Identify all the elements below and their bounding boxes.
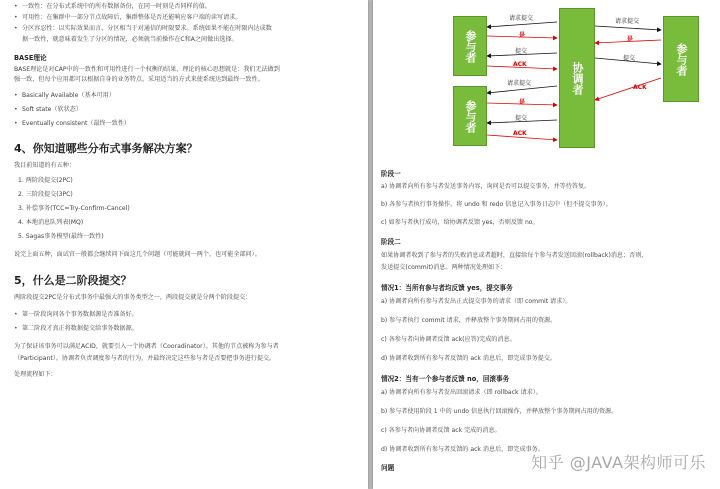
phase1-item: b) 各参与者执行事务操作，将 undo 和 redo 信息记入事务日志中（但不提交事务）。 <box>381 201 612 208</box>
two-phase-commit-diagram <box>447 8 705 148</box>
section5-heading: 5，什么是二阶段提交？ <box>14 274 132 287</box>
case1-item: a) 协调者向所有参与者发出正式提交事务的请求（即 commit 请求）。 <box>381 298 572 305</box>
base-bullet-1: • Basically Available（基本可用） <box>22 92 115 100</box>
case1-item: b) 参与者执行 commit 请求，并释放整个事务期间占用的资源。 <box>381 317 557 324</box>
label-ack: ACK <box>513 130 527 137</box>
arrow-request-upper-left <box>487 22 557 27</box>
section4-intro: 我目前知道的有五种： <box>14 162 75 169</box>
case2-item: b) 参与者使用阶段 1 中的 undo 信息执行回滚操作，并释放整个事务期间占用的资源。 <box>381 408 618 415</box>
case2-item: d) 协调者收到所有参与者反馈的 ack 消息后，即完成事务。 <box>381 446 544 453</box>
label-commit: 提交 <box>515 48 528 55</box>
case2-item: c) 各参与者向协调者反馈 ack 完成的消息。 <box>381 427 501 434</box>
base-bullet-2: • Soft state（软状态） <box>22 106 82 114</box>
section5-paragraph: 两阶段提交2PC是分布式事务中最强大的事务类型之一，两段提交就是分两个阶段提交： <box>14 294 252 301</box>
cap-bullet-availability: • 可用性：在集群中一部分节点故障后，集群整体是否还能响应客户端的读写请求。 <box>22 14 241 22</box>
base-heading: BASE理论 <box>14 54 47 62</box>
solution-item: 3. 补偿事务(TCC=Try-Confirm-Cancel) <box>18 205 130 212</box>
label-yes: 是 <box>627 36 634 43</box>
case2-heading: 情况2：当有一个参与者反馈 no，回滚事务 <box>381 375 510 383</box>
base-bullet-3: • Eventually consistent（最终一致性） <box>22 120 130 128</box>
label-yes: 是 <box>519 99 526 106</box>
solution-item: 1. 两阶段提交(2PC) <box>18 177 73 184</box>
case2-item: a) 协调者向所有参与者发出回滚请求（即 rollback 请求）。 <box>381 389 542 396</box>
phase1-heading: 阶段一 <box>381 170 401 178</box>
arrow-request-lower-left <box>487 86 557 93</box>
coordinator-box <box>559 8 595 148</box>
solution-item: 4. 本地消息队列表(MQ) <box>18 219 84 226</box>
participant-box-bottom-left <box>453 86 487 146</box>
phase1-item: c) 如参与者执行成功，给协调者反馈 yes，否则反馈 no。 <box>381 219 539 226</box>
solution-item: 5. Sagas事务模型(最终一致性) <box>18 233 104 240</box>
right-page <box>373 0 720 489</box>
label-ack: ACK <box>513 61 527 68</box>
section5-bullet-2: • 第二阶段才真正将数据提交给事务数据源。 <box>22 325 138 333</box>
label-commit: 提交 <box>623 55 636 62</box>
phase2-paragraph-line1: 如果协调者收到了参与者的失败消息或者超时，直接给每个参与者发送回滚(rollback)消息；否则， <box>381 252 648 259</box>
section5-flow: 处理流程如下： <box>14 371 57 378</box>
label-ack: ACK <box>633 84 647 91</box>
participant-box-top-left <box>453 16 487 76</box>
label-request: 请求提交 <box>509 15 534 22</box>
cap-bullet-consistency: • 一致性：在分布式系统中的所有数据备份，在同一时刻是否同样的值。 <box>22 3 211 11</box>
case1-item: c) 各参与者向协调者反馈 ack(应答)完成的消息。 <box>381 336 516 343</box>
label-yes: 是 <box>519 32 526 39</box>
label-commit: 提交 <box>515 115 528 122</box>
section4-heading: 4、你知道哪些分布式事务解决方案？ <box>14 142 198 155</box>
zhihu-watermark: 知乎 @JAVA架构师可乐 <box>531 453 706 472</box>
section5-bullet-1: • 第一阶段询问各个事务数据源是否准备好。 <box>22 311 138 319</box>
participant-label: 参与者 <box>464 29 477 63</box>
coordinator-label: 协调者 <box>571 61 584 95</box>
case1-heading: 情况1：当所有参与者均反馈 yes，提交事务 <box>381 284 513 292</box>
participant-box-right <box>663 16 699 102</box>
label-request: 请求提交 <box>615 18 640 25</box>
cap-bullet-partition: • 分区容忍性：以实际效果而言，分区相当于对通信的时限要求。系统如果不能在时限内达成数 <box>22 25 272 33</box>
label-request: 请求提交 <box>507 80 532 87</box>
participant-label: 参与者 <box>464 99 477 133</box>
base-paragraph-line2: 强一致，但每个应用都可以根据自身的业务特点，采用适当的方式来使系统达到最终一致性。 <box>14 76 264 83</box>
section5-paragraph2-line2: （Participant）。协调者负责调度参与者的行为，并最终决定这些参与者是否要把事务进行提交。 <box>14 355 276 362</box>
phase2-heading: 阶段二 <box>381 238 401 246</box>
arrow-ack-right <box>595 78 661 100</box>
phase1-item: a) 协调者向所有参与者发送事务内容，询问是否可以提交事务，并等待答复。 <box>381 183 591 190</box>
base-paragraph-line1: BASE理论是对CAP中的一致性和可用性进行一个权衡的结果，理论的核心思想就是：我们无法做到 <box>14 66 280 73</box>
solution-item: 2. 三阶段提交(3PC) <box>18 191 73 198</box>
section5-paragraph2-line1: 为了保证该事务可以满足ACID，就要引入一个协调者（Cooradinator）。其他的节点被称为参与者 <box>14 343 279 350</box>
section4-outro: 说完上面五种，面试官一般都会继续问下面这几个问题（可能就问一两个，也可能全部问）。 <box>14 251 261 258</box>
case1-item: d) 协调者收到所有参与者反馈的 ack 消息后，即完成事务提交。 <box>381 355 557 362</box>
arrow-request-right <box>595 26 661 30</box>
problem-heading: 问题 <box>381 464 395 472</box>
cap-bullet-partition-cont: 据一致性，就意味着发生了分区的情况，必须就当前操作在C和A之间做出选择。 <box>22 36 238 43</box>
participant-label: 参与者 <box>675 42 688 76</box>
phase2-paragraph-line2: 发送提交(commit)消息。两种情况处理如下： <box>381 264 507 271</box>
